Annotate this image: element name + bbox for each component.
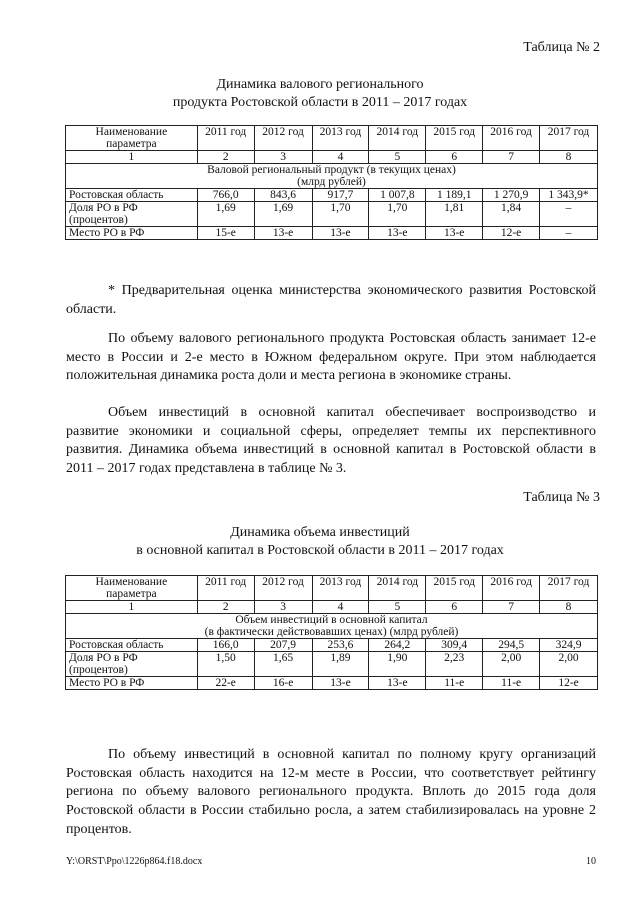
table-2 xyxy=(65,125,598,240)
number-cell: 7 xyxy=(483,151,540,164)
number-cell: 5 xyxy=(369,151,426,164)
number-cell: 8 xyxy=(540,601,598,614)
number-cell: 2 xyxy=(197,151,254,164)
table-3-title-line1: Динамика объема инвестиций xyxy=(230,525,410,540)
table-section-row xyxy=(66,614,598,639)
value-cell: 12-е xyxy=(483,227,540,240)
row-name-cell: Место РО в РФ xyxy=(66,227,198,240)
value-cell: – xyxy=(540,227,598,240)
header-cell: 2014 год xyxy=(369,126,426,151)
number-cell: 1 xyxy=(66,151,198,164)
value-cell: 1,70 xyxy=(312,202,369,227)
table-2-label: Таблица № 2 xyxy=(523,40,600,55)
value-cell: 13-е xyxy=(254,227,312,240)
value-cell: 264,2 xyxy=(369,639,426,652)
header-cell: Наименование параметра xyxy=(66,576,198,601)
page-number: 10 xyxy=(586,856,596,867)
value-cell: 13-е xyxy=(426,227,483,240)
row-name-cell: Ростовская область xyxy=(66,189,198,202)
header-cell: 2014 год xyxy=(369,576,426,601)
value-cell: 1 007,8 xyxy=(369,189,426,202)
header-cell: 2015 год xyxy=(426,126,483,151)
table-header-row xyxy=(66,126,598,151)
table-3 xyxy=(65,575,598,690)
value-cell: 1,50 xyxy=(197,652,254,677)
number-cell: 8 xyxy=(540,151,598,164)
footer-file-path: Y:\ORST\Ppo\1226p864.f18.docx xyxy=(66,856,203,867)
value-cell: 1,84 xyxy=(483,202,540,227)
value-cell: 1 189,1 xyxy=(426,189,483,202)
value-cell: 12-е xyxy=(540,677,598,690)
value-cell: 1,81 xyxy=(426,202,483,227)
value-cell: 1,69 xyxy=(197,202,254,227)
table-row xyxy=(66,227,598,240)
header-cell: 2017 год xyxy=(540,126,598,151)
paragraph-1: По объему валового регионального продукта Ростовская область занимает 12-е место в России и 2-е место в Южном федеральном округе. При этом наблюдается положительная динамика роста доли и места региона в экономике страны. xyxy=(66,331,596,384)
value-cell: 917,7 xyxy=(312,189,369,202)
header-cell: 2013 год xyxy=(312,576,369,601)
header-cell: 2011 год xyxy=(197,126,254,151)
table-2-title-line2: продукта Ростовской области в 2011 – 2017 годах xyxy=(172,95,468,110)
header-cell: 2012 год xyxy=(254,126,312,151)
number-cell: 6 xyxy=(426,151,483,164)
table-row xyxy=(66,202,598,227)
value-cell: 309,4 xyxy=(426,639,483,652)
value-cell: 13-е xyxy=(369,227,426,240)
header-cell: 2015 год xyxy=(426,576,483,601)
number-cell: 4 xyxy=(312,601,369,614)
value-cell: 2,00 xyxy=(540,652,598,677)
paragraph-2: Объем инвестиций в основной капитал обеспечивает воспроизводство и развитие экономики и социальной сферы, определяет темпы их перспективного развития. Динамика объема инвестиций в основной капитал в Ростовской области в 2011 – 2017 годах представлена в таблице № 3. xyxy=(66,405,596,477)
value-cell: 16-е xyxy=(254,677,312,690)
table-3-label: Таблица № 3 xyxy=(523,490,600,505)
value-cell: 11-е xyxy=(426,677,483,690)
table-2-title-line1: Динамика валового регионального xyxy=(216,77,424,92)
header-cell: 2011 год xyxy=(197,576,254,601)
number-cell: 3 xyxy=(254,601,312,614)
header-cell: 2012 год xyxy=(254,576,312,601)
value-cell: 1,70 xyxy=(369,202,426,227)
number-cell: 1 xyxy=(66,601,198,614)
number-cell: 7 xyxy=(483,601,540,614)
header-cell: 2016 год xyxy=(483,576,540,601)
table-row xyxy=(66,677,598,690)
section-line1: Объем инвестиций в основной капитал xyxy=(235,614,428,626)
row-name-cell: Доля РО в РФ (процентов) xyxy=(66,652,198,677)
value-cell: 1,65 xyxy=(254,652,312,677)
value-cell: 1 270,9 xyxy=(483,189,540,202)
value-cell: 207,9 xyxy=(254,639,312,652)
header-cell: Наименование параметра xyxy=(66,126,198,151)
number-cell: 5 xyxy=(369,601,426,614)
section-line2: (в фактически действовавших ценах) (млрд рублей) xyxy=(204,626,459,638)
value-cell: 253,6 xyxy=(312,639,369,652)
header-cell: 2013 год xyxy=(312,126,369,151)
table-number-row xyxy=(66,601,598,614)
number-cell: 3 xyxy=(254,151,312,164)
header-cell: 2017 год xyxy=(540,576,598,601)
value-cell: 13-е xyxy=(312,677,369,690)
number-cell: 2 xyxy=(197,601,254,614)
table-header-row xyxy=(66,576,598,601)
table-row xyxy=(66,639,598,652)
header-cell: 2016 год xyxy=(483,126,540,151)
value-cell: 324,9 xyxy=(540,639,598,652)
value-cell: 11-е xyxy=(483,677,540,690)
value-cell: 15-е xyxy=(197,227,254,240)
section-line2: (млрд рублей) xyxy=(297,176,366,188)
section-cell xyxy=(66,614,598,639)
table-row xyxy=(66,189,598,202)
table-row xyxy=(66,652,598,677)
table-3-title-line2: в основной капитал в Ростовской области в 2011 – 2017 годах xyxy=(136,543,504,558)
value-cell: 1 343,9* xyxy=(540,189,598,202)
value-cell: 294,5 xyxy=(483,639,540,652)
value-cell: 2,00 xyxy=(483,652,540,677)
table-section-row xyxy=(66,164,598,189)
value-cell: 22-е xyxy=(197,677,254,690)
value-cell: 843,6 xyxy=(254,189,312,202)
number-cell: 6 xyxy=(426,601,483,614)
value-cell: 13-е xyxy=(312,227,369,240)
table-number-row xyxy=(66,151,598,164)
row-name-cell: Доля РО в РФ (процентов) xyxy=(66,202,198,227)
value-cell: – xyxy=(540,202,598,227)
value-cell: 766,0 xyxy=(197,189,254,202)
footnote: * Предварительная оценка министерства экономического развития Ростовской области. xyxy=(66,283,596,317)
table-2-title xyxy=(0,76,640,112)
section-cell xyxy=(66,164,598,189)
value-cell: 13-е xyxy=(369,677,426,690)
value-cell: 1,89 xyxy=(312,652,369,677)
row-name-cell: Ростовская область xyxy=(66,639,198,652)
row-name-cell: Место РО в РФ xyxy=(66,677,198,690)
value-cell: 166,0 xyxy=(197,639,254,652)
table-3-title xyxy=(0,524,640,560)
value-cell: 1,69 xyxy=(254,202,312,227)
value-cell: 2,23 xyxy=(426,652,483,677)
section-line1: Валовой региональный продукт (в текущих ценах) xyxy=(207,164,456,176)
paragraph-3: По объему инвестиций в основной капитал по полному кругу организаций Ростовская область находится на 12-м месте в России, что соответствует рейтингу региона по объему валового регионального продукта. Вплоть до 2015 года доля Ростовской области в России стабильно росла, а затем стабилизировалась на уровне 2 процентов. xyxy=(66,747,596,837)
number-cell: 4 xyxy=(312,151,369,164)
value-cell: 1,90 xyxy=(369,652,426,677)
